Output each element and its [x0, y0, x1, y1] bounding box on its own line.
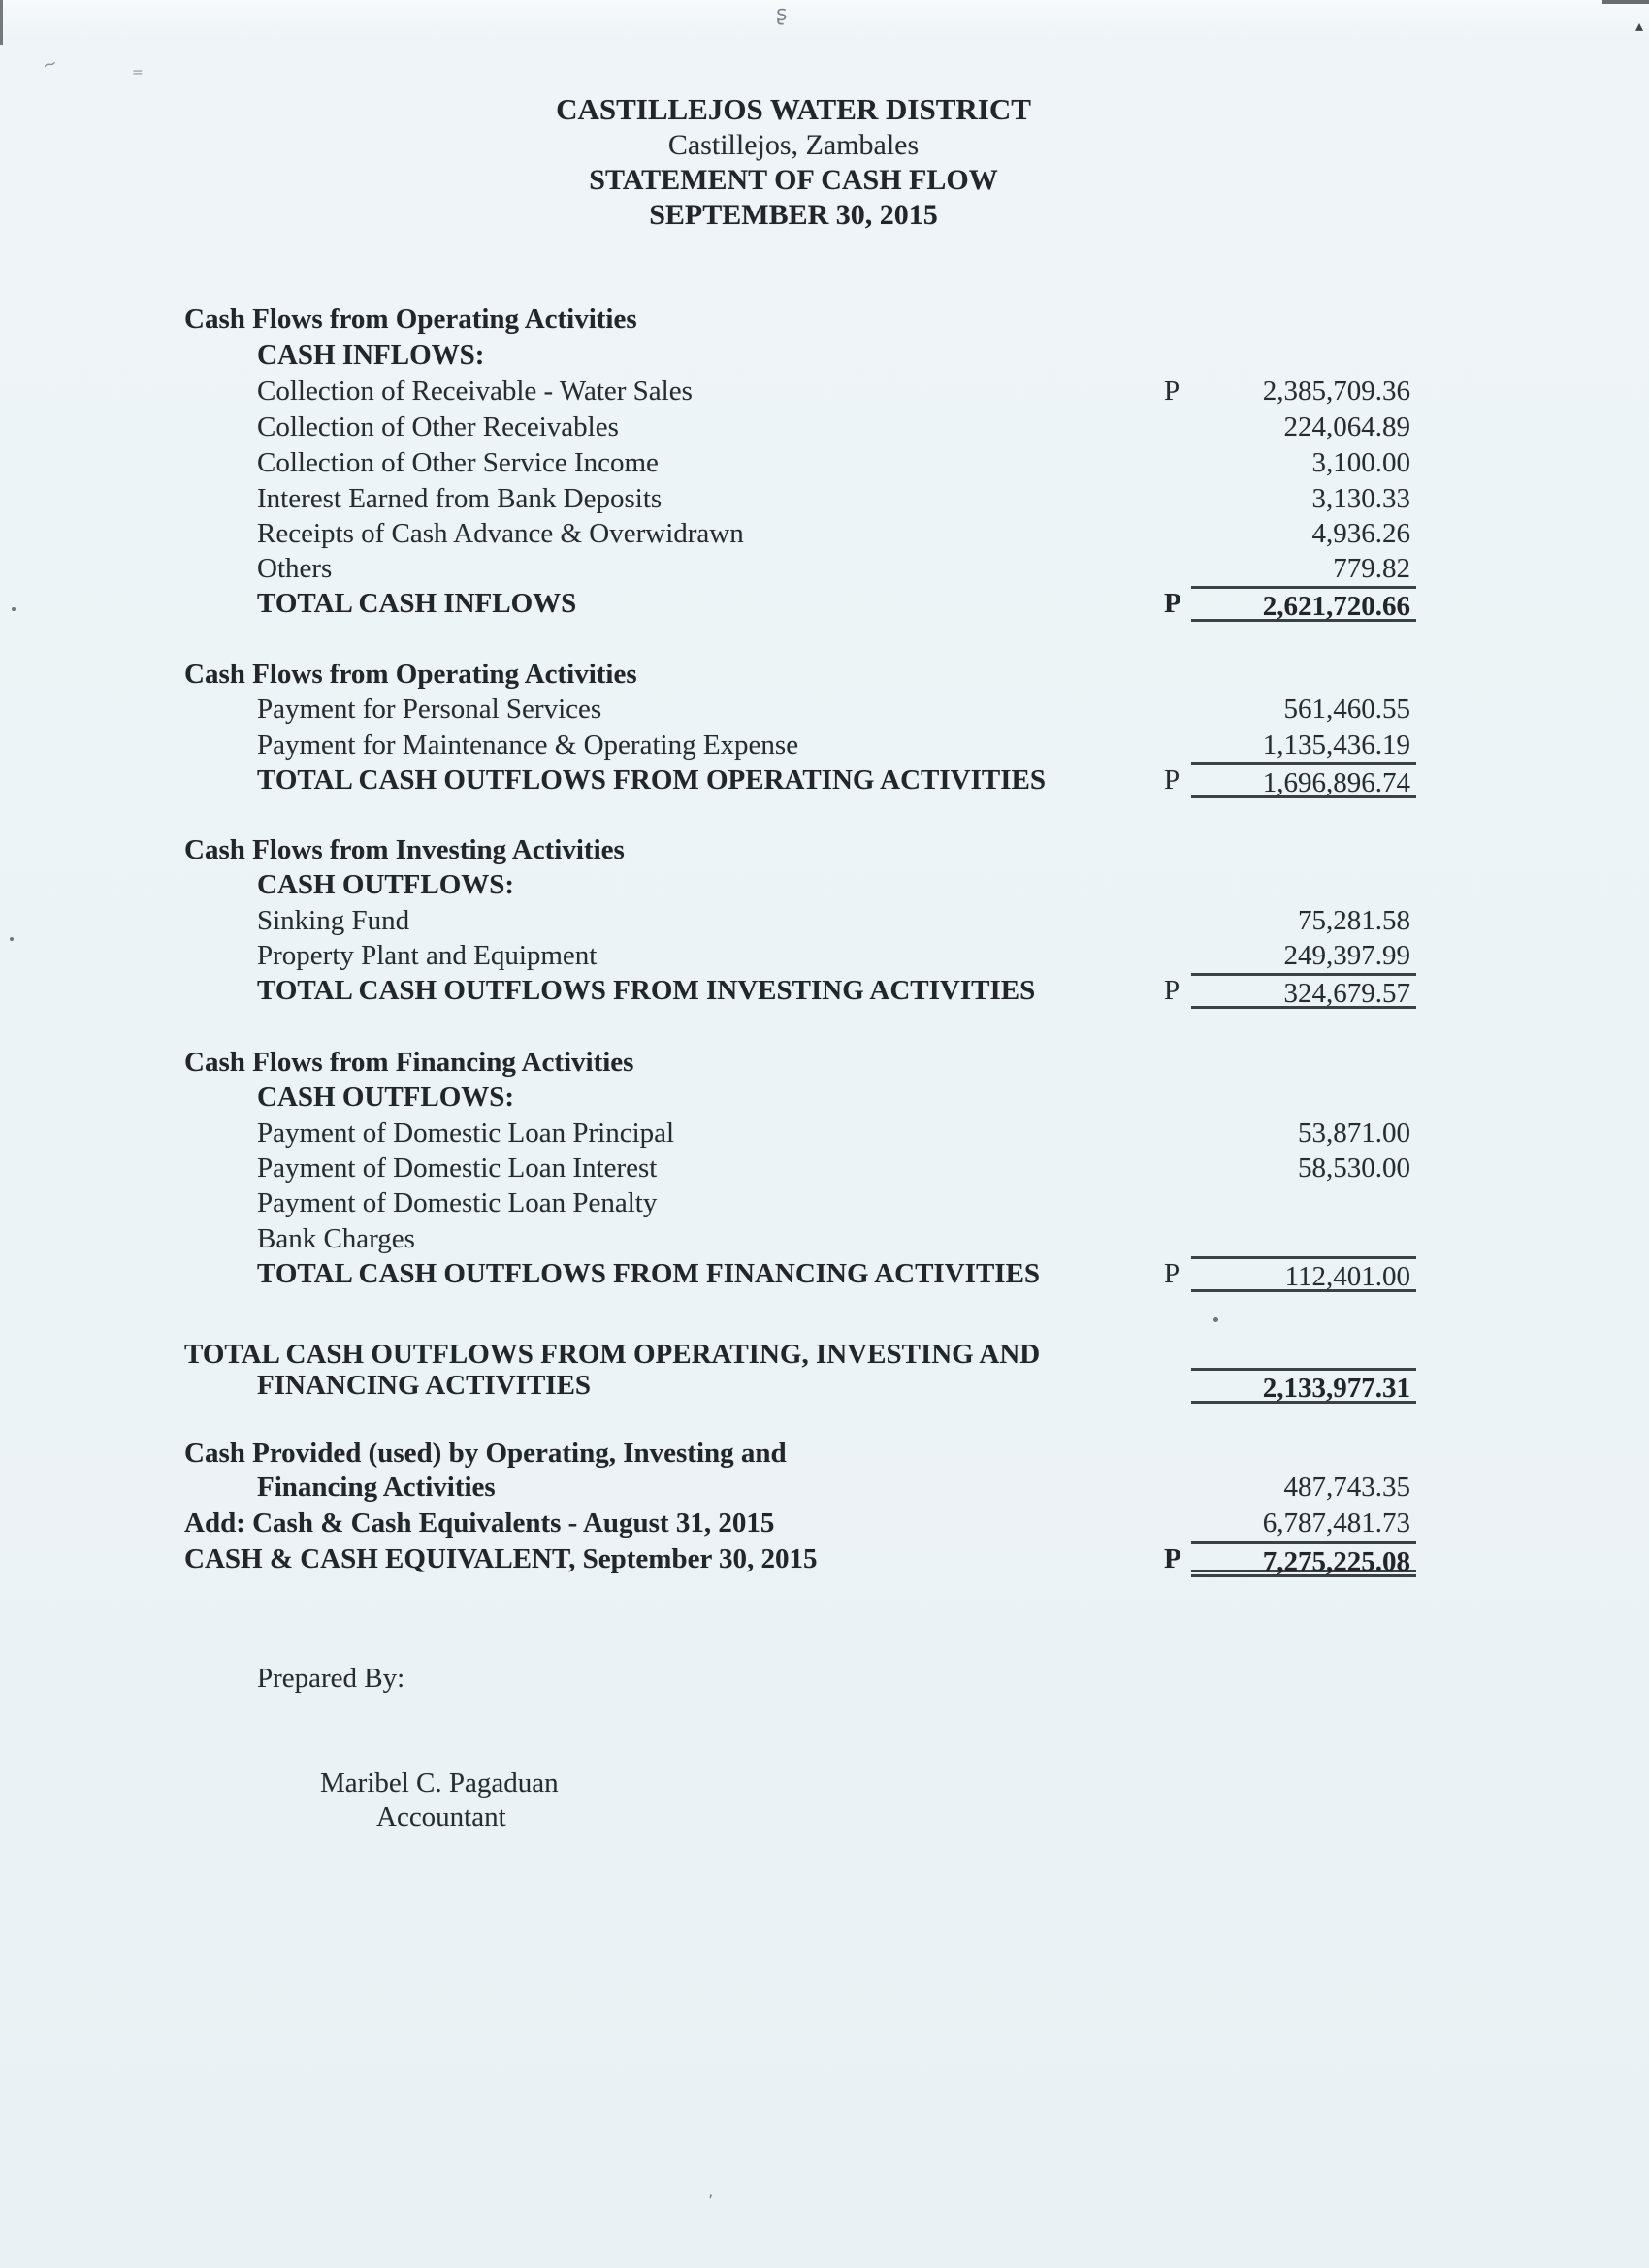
add-equivalents-amount: 6,787,481.73 — [1262, 1507, 1410, 1539]
statement-row — [0, 1150, 1649, 1186]
cash-provided-label-line2: Financing Activities — [257, 1472, 496, 1503]
cash-provided-row-line2 — [0, 1470, 1649, 1506]
section-header: Cash Flows from Operating Activities — [184, 659, 637, 690]
row-label: Receipts of Cash Advance & Overwidrawn — [257, 518, 744, 549]
section-header: Cash Flows from Investing Activities — [184, 834, 625, 865]
subheader: CASH INFLOWS: — [257, 340, 485, 371]
preparer-title-row — [0, 1799, 1649, 1835]
statement-row — [0, 692, 1649, 728]
row-label: Collection of Other Service Income — [257, 447, 659, 478]
scan-artifact: ▴ — [1635, 16, 1644, 35]
cash-provided-label-line1: Cash Provided (used) by Operating, Investing and — [184, 1438, 787, 1469]
row-label: Collection of Receivable - Water Sales — [257, 375, 693, 406]
statement-row — [0, 1116, 1649, 1151]
section-header-row — [0, 302, 1649, 338]
section-header: Cash Flows from Operating Activities — [184, 304, 637, 335]
row-label: Interest Earned from Bank Deposits — [257, 483, 663, 514]
document-title: STATEMENT OF CASH FLOW — [589, 164, 998, 196]
row-label: Bank Charges — [257, 1223, 415, 1254]
total-amount: 1,696,896.74 — [1191, 762, 1416, 798]
statement-row — [0, 551, 1649, 587]
row-label: Property Plant and Equipment — [257, 940, 598, 971]
statement-row — [0, 481, 1649, 517]
total-row — [0, 586, 1649, 622]
total-row — [0, 973, 1649, 1009]
row-label: Payment of Domestic Loan Penalty — [257, 1187, 658, 1218]
prepared-by-row — [0, 1661, 1649, 1697]
row-amount: 1,135,436.19 — [1262, 729, 1410, 761]
peso-symbol: P — [1164, 764, 1180, 795]
cash-provided-amount: 487,743.35 — [1283, 1472, 1410, 1503]
ending-balance-amount: 7,275,225.08 — [1191, 1541, 1416, 1577]
statement-row — [0, 1221, 1649, 1257]
cash-provided-row-line1 — [0, 1436, 1649, 1472]
row-amount: 2,385,709.36 — [1262, 375, 1410, 406]
row-amount: 4,936.26 — [1311, 518, 1410, 549]
row-label: Collection of Other Receivables — [257, 411, 619, 442]
grand-total-label-line1: TOTAL CASH OUTFLOWS FROM OPERATING, INVESTING AND — [184, 1339, 1041, 1370]
total-label: TOTAL CASH OUTFLOWS FROM FINANCING ACTIVITIES — [257, 1258, 1041, 1289]
row-amount: 3,130.33 — [1311, 483, 1410, 514]
grand-total-label-line2: FINANCING ACTIVITIES — [257, 1370, 592, 1401]
row-label: Others — [257, 553, 333, 584]
peso-symbol: P — [1164, 975, 1180, 1006]
subheader-row — [0, 1080, 1649, 1116]
add-equivalents-row — [0, 1506, 1649, 1541]
add-equivalents-label: Add: Cash & Cash Equivalents - August 31, 2015 — [184, 1507, 775, 1539]
row-label: Payment for Personal Services — [257, 694, 602, 725]
scan-artifact: ~ — [40, 52, 60, 77]
section-header-row — [0, 832, 1649, 868]
prepared-by-label: Prepared By: — [257, 1663, 405, 1694]
section-header: Cash Flows from Financing Activities — [184, 1047, 634, 1078]
subheader-row — [0, 338, 1649, 373]
row-label: Sinking Fund — [257, 905, 410, 936]
peso-symbol: P — [1164, 588, 1181, 619]
statement-row — [0, 516, 1649, 552]
total-amount: 112,401.00 — [1191, 1256, 1416, 1292]
statement-row — [0, 445, 1649, 481]
grand-total-amount: 2,133,977.31 — [1191, 1368, 1416, 1404]
total-label: TOTAL CASH INFLOWS — [257, 588, 577, 619]
company-location: Castillejos, Zambales — [667, 129, 920, 161]
statement-row — [0, 1185, 1649, 1221]
subheader-row — [0, 867, 1649, 903]
total-row — [0, 1256, 1649, 1292]
subheader: CASH OUTFLOWS: — [257, 1082, 515, 1113]
row-amount — [1191, 1185, 1416, 1221]
statement-row — [0, 938, 1649, 974]
scan-edge-artifact — [1602, 0, 1649, 4]
company-name: CASTILLEJOS WATER DISTRICT — [556, 92, 1031, 126]
row-amount: 779.82 — [1333, 553, 1410, 584]
peso-symbol: P — [1164, 375, 1180, 406]
row-label: Payment of Domestic Loan Principal — [257, 1118, 675, 1149]
preparer-title: Accountant — [376, 1801, 506, 1832]
row-amount — [1191, 1221, 1416, 1257]
scan-artifact: = — [132, 65, 144, 81]
scan-artifact: ’ — [708, 2191, 714, 2210]
scan-artifact — [1213, 1317, 1218, 1322]
subheader: CASH OUTFLOWS: — [257, 869, 515, 900]
preparer-name: Maribel C. Pagaduan — [320, 1767, 559, 1798]
row-amount: 3,100.00 — [1311, 447, 1410, 478]
statement-row — [0, 728, 1649, 763]
preparer-name-row — [0, 1766, 1649, 1801]
section-header-row — [0, 1045, 1649, 1081]
total-label: TOTAL CASH OUTFLOWS FROM OPERATING ACTIVITIES — [257, 764, 1046, 795]
row-amount: 75,281.58 — [1298, 905, 1410, 936]
row-label: Payment of Domestic Loan Interest — [257, 1152, 658, 1183]
statement-row — [0, 409, 1649, 445]
row-amount: 58,530.00 — [1298, 1152, 1410, 1183]
scan-edge-artifact — [0, 0, 3, 45]
row-amount: 249,397.99 — [1283, 940, 1410, 971]
statement-row — [0, 373, 1649, 409]
statement-row — [0, 903, 1649, 939]
row-amount: 561,460.55 — [1283, 694, 1410, 725]
scan-artifact: ʂ — [776, 2, 788, 26]
statement-date: SEPTEMBER 30, 2015 — [649, 199, 938, 231]
peso-symbol: P — [1164, 1258, 1180, 1289]
grand-total-row-line2 — [0, 1368, 1649, 1404]
total-row — [0, 762, 1649, 798]
ending-balance-row — [0, 1541, 1649, 1577]
row-label: Payment for Maintenance & Operating Expense — [257, 729, 799, 761]
total-label: TOTAL CASH OUTFLOWS FROM INVESTING ACTIVITIES — [257, 975, 1036, 1006]
section-header-row — [0, 657, 1649, 693]
row-amount: 224,064.89 — [1283, 411, 1410, 442]
peso-symbol: P — [1164, 1543, 1181, 1574]
total-amount: 2,621,720.66 — [1191, 586, 1416, 622]
ending-balance-label: CASH & CASH EQUIVALENT, September 30, 2015 — [184, 1543, 818, 1574]
total-amount: 324,679.57 — [1191, 973, 1416, 1009]
row-amount: 53,871.00 — [1298, 1118, 1410, 1149]
